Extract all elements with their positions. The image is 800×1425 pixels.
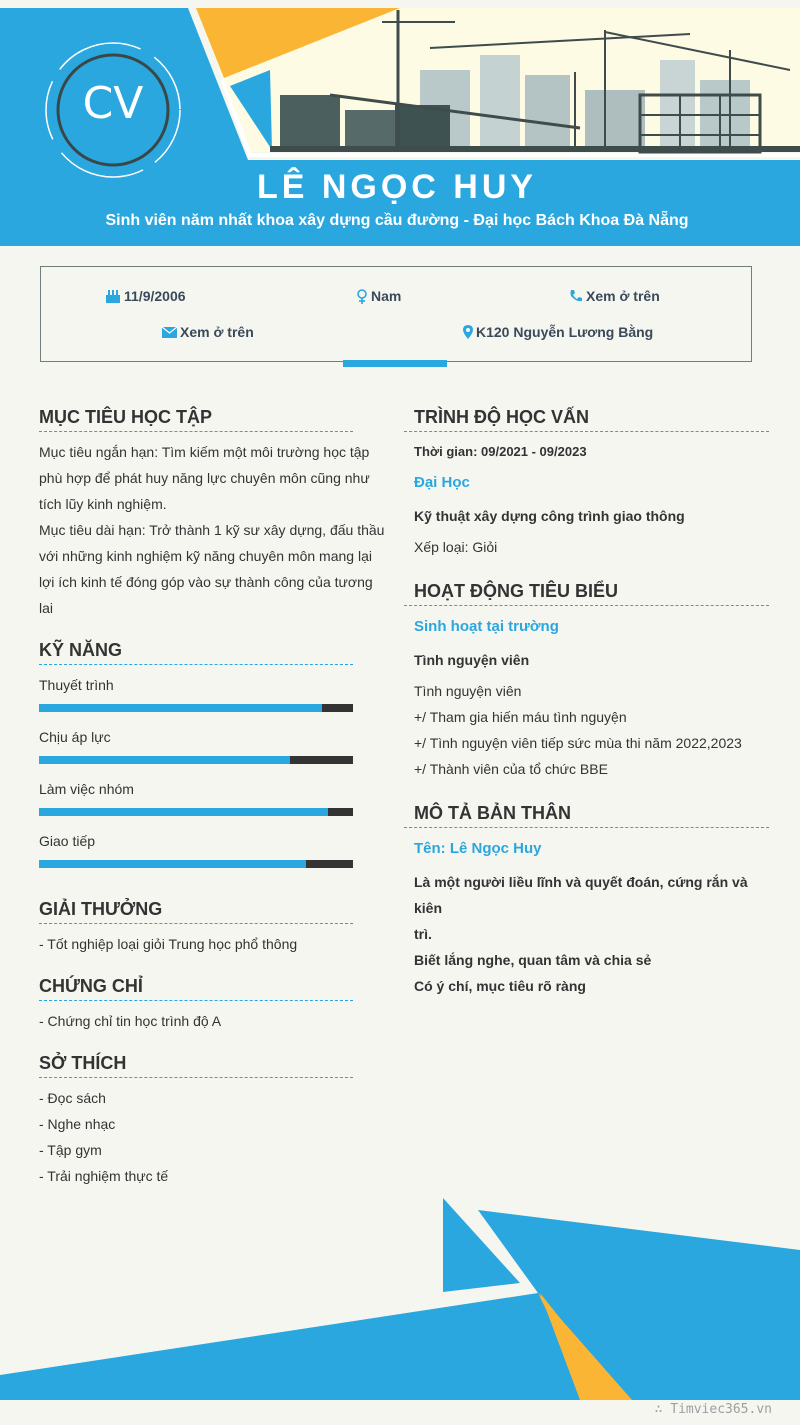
skill-label: Thuyết trình [39, 677, 114, 693]
objective-line: lợi ích kinh tế đóng góp vào sự thành công của tương [39, 574, 373, 590]
activity-line: +/ Tình nguyện viên tiếp sức mùa thi năm 2022,2023 [414, 735, 742, 751]
activities-list [414, 678, 742, 782]
birthday-value: 11/9/2006 [124, 288, 186, 304]
hobbies-list [39, 1085, 168, 1189]
skill-bar [39, 704, 353, 712]
skill-bar [39, 860, 353, 868]
about-name: Tên: Lê Ngọc Huy [414, 840, 542, 857]
education-time: Thời gian: 09/2021 - 09/2023 [414, 444, 587, 459]
activity-line: Tình nguyện viên [414, 683, 522, 699]
info-box-accent-bar [343, 360, 447, 367]
gender-female-icon [356, 289, 368, 304]
education-grade: Xếp loại: Giỏi [414, 539, 498, 555]
contact-info-box [40, 266, 752, 362]
objective-line: Mục tiêu ngắn hạn: Tìm kiếm một môi trường học tập [39, 444, 370, 460]
education-major: Kỹ thuật xây dựng công trình giao thông [414, 508, 685, 524]
email-value: Xem ở trên [180, 324, 254, 340]
skill-bar-fill [39, 808, 328, 816]
objective-text [39, 439, 389, 621]
map-pin-icon [463, 325, 473, 339]
award-item: - Tốt nghiệp loại giỏi Trung học phổ thông [39, 936, 298, 952]
activities-title: HOẠT ĐỘNG TIÊU BIỂU [404, 581, 769, 606]
hobby-item: - Trải nghiệm thực tế [39, 1168, 169, 1184]
objective-line: Mục tiêu dài hạn: Trở thành 1 kỹ sư xây dựng, đấu thầu [39, 522, 385, 538]
about-line: trì. [414, 926, 432, 942]
objective-title: MỤC TIÊU HỌC TẬP [39, 407, 353, 432]
gender-value: Nam [371, 288, 402, 304]
skill-label: Làm việc nhóm [39, 781, 134, 797]
phone-icon [569, 289, 583, 303]
about-title: MÔ TẢ BẢN THÂN [404, 803, 769, 828]
activities-place: Sinh hoạt tại trường [414, 618, 559, 635]
objective-line: phù hợp để phát huy năng lực chuyên môn cũng như [39, 470, 370, 486]
birthday-info [105, 288, 186, 304]
education-level: Đại Học [414, 474, 470, 491]
about-line: Biết lắng nghe, quan tâm và chia sẻ [414, 952, 652, 968]
skill-bar-fill [39, 860, 306, 868]
skill-bar-fill [39, 704, 322, 712]
hobby-item: - Đọc sách [39, 1090, 106, 1106]
address-value: K120 Nguyễn Lương Bằng [476, 324, 654, 340]
footer-brand: ∴ Timviec365.vn [654, 1402, 772, 1417]
gender-info [356, 288, 401, 304]
skill-label: Giao tiếp [39, 833, 96, 849]
address-info [463, 324, 653, 340]
awards-title: GIẢI THƯỞNG [39, 899, 353, 924]
about-line: Có ý chí, mục tiêu rõ ràng [414, 978, 586, 994]
cv-logo-text: CV [82, 78, 144, 129]
objective-line: lai [39, 600, 54, 616]
education-title: TRÌNH ĐỘ HỌC VẤN [404, 407, 769, 432]
objective-line: tích lũy kinh nghiệm. [39, 496, 167, 512]
about-lines [414, 869, 774, 999]
activities-role: Tình nguyện viên [414, 652, 530, 668]
envelope-icon [162, 326, 177, 338]
skills-title: KỸ NĂNG [39, 640, 353, 665]
activity-line: +/ Thành viên của tổ chức BBE [414, 761, 608, 777]
certificates-title: CHỨNG CHỈ [39, 976, 353, 1001]
skill-label: Chịu áp lực [39, 729, 111, 745]
skill-bar [39, 808, 353, 816]
hobby-item: - Nghe nhạc [39, 1116, 116, 1132]
email-info [162, 324, 254, 340]
candidate-name: LÊ NGỌC HUY [256, 168, 538, 206]
footer-decoration [0, 1195, 800, 1405]
hobby-item: - Tập gym [39, 1142, 102, 1158]
phone-value: Xem ở trên [586, 288, 660, 304]
phone-info [569, 288, 660, 304]
about-line: Là một người liều lĩnh và quyết đoán, cứng rắn và kiên [414, 874, 748, 916]
activity-line: +/ Tham gia hiến máu tình nguyện [414, 709, 627, 725]
birthday-cake-icon [105, 289, 121, 303]
skill-bar-fill [39, 756, 290, 764]
skill-bar [39, 756, 353, 764]
objective-line: với những kinh nghiệm kỹ năng chuyên môn mang lại [39, 548, 372, 564]
candidate-subtitle: Sinh viên năm nhất khoa xây dựng cầu đường - Đại học Bách Khoa Đà Nẵng [105, 212, 689, 229]
hobbies-title: SỞ THÍCH [39, 1053, 353, 1078]
certificate-item: - Chứng chỉ tin học trình độ A [39, 1013, 222, 1029]
